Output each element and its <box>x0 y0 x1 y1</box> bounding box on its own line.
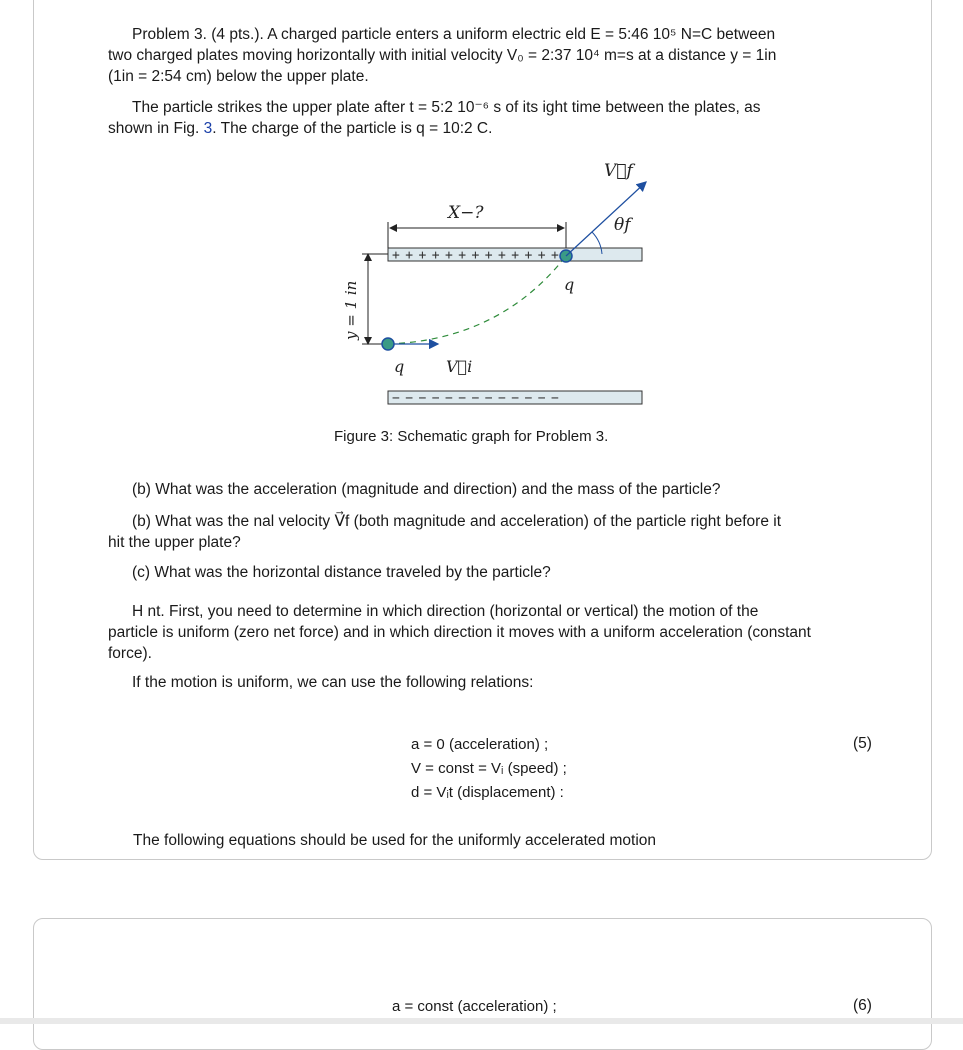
vi-label: V⃗i <box>446 357 473 376</box>
equation-5-number: (5) <box>853 735 872 752</box>
q-start-label: q <box>394 357 405 376</box>
question-a: (b) What was the acceleration (magnitude and direction) and the mass of the particle? <box>132 481 721 498</box>
question-b-line-1: (b) What was the nal velocity V⃗f (both magnitude and acceleration) of the particle right before it <box>132 513 782 530</box>
final-velocity-arrow <box>566 182 646 256</box>
question-b-line-2: hit the upper plate? <box>108 534 241 551</box>
figure-reference-link[interactable]: 3 <box>203 120 213 137</box>
vf-label: V⃗f <box>604 161 633 181</box>
top-plate-signs: + + + + + + + + + + + + + <box>392 248 558 263</box>
bottom-scroll-strip <box>0 1018 963 1024</box>
question-c: (c) What was the horizontal distance traveled by the particle? <box>132 564 551 581</box>
equation-5-line-3: d = Vᵢt (displacement) : <box>411 784 564 801</box>
equation-6-number: (6) <box>853 997 872 1014</box>
equation-5-line-2: V = const = Vᵢ (speed) ; <box>411 760 567 777</box>
hint-line-3: force). <box>108 645 152 662</box>
hint-line-1: H nt. First, you need to determine in which direction (horizontal or vertical) the motion of the <box>132 603 759 620</box>
bottom-plate-signs: − − − − − − − − − − − − − <box>392 391 558 406</box>
equation-5-line-1: a = 0 (acceleration) ; <box>411 736 549 753</box>
following-text: The following equations should be used for the uniformly accelerated motion <box>133 832 657 849</box>
problem-line-4: The particle strikes the upper plate after t = 5:2 10⁻⁶ s of its ight time between the plates, as <box>132 99 761 116</box>
trajectory-path <box>388 256 566 344</box>
problem-line-2: two charged plates moving horizontally with initial velocity V₀ = 2:37 10⁴ m=s at a distance y = 1in <box>108 47 777 64</box>
theta-label: θf <box>614 215 631 235</box>
q-end-label: q <box>564 275 575 294</box>
problem-line-5: shown in Fig. 3. The charge of the particle is q = 10:2 C. <box>108 120 493 137</box>
equation-6-line-1: a = const (acceleration) ; <box>392 998 557 1015</box>
schematic-figure <box>330 150 660 415</box>
next-content-card <box>33 918 932 1050</box>
x-distance-label: X−? <box>448 203 484 223</box>
hint-line-4: If the motion is uniform, we can use the following relations: <box>132 674 534 691</box>
figure-caption: Figure 3: Schematic graph for Problem 3. <box>334 428 609 445</box>
y-distance-label: y = 1 in <box>342 280 360 340</box>
particle-start <box>382 338 394 350</box>
problem-line-3: (1in = 2:54 cm) below the upper plate. <box>108 68 369 85</box>
problem-line-1: Problem 3. (4 pts.). A charged particle enters a uniform electric eld E = 5:46 10⁵ N=C between <box>132 26 776 43</box>
hint-line-2: particle is uniform (zero net force) and in which direction it moves with a uniform acceleration (constant <box>108 624 811 641</box>
